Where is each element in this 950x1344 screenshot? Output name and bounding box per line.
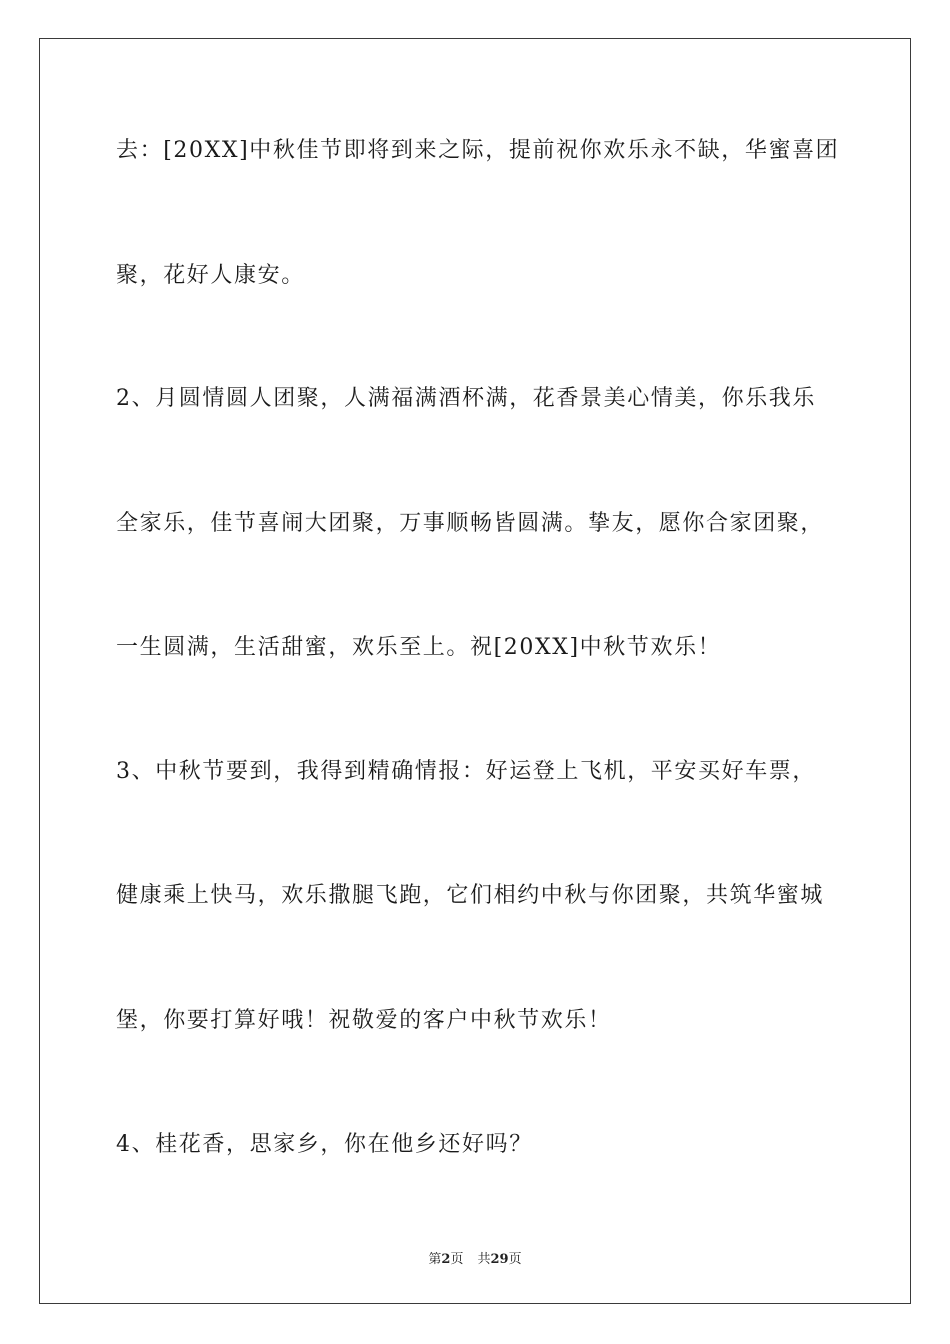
page-prefix: 第	[428, 1252, 442, 1267]
text-line-9: 4、桂花香，思家乡，你在他乡还好吗？	[116, 1132, 533, 1157]
page-number: 2	[441, 1252, 451, 1267]
page-footer	[0, 1248, 950, 1267]
total-suffix: 页	[508, 1252, 522, 1267]
text-line-8: 堡，你要打算好哦！祝敬爱的客户中秋节欢乐！	[116, 1008, 612, 1033]
text-line-4: 全家乐，佳节喜闹大团聚，万事顺畅皆圆满。挚友，愿你合家团聚，	[116, 511, 825, 536]
total-prefix: 共	[477, 1252, 491, 1267]
text-line-5: 一生圆满，生活甜蜜，欢乐至上。祝[20XX]中秋节欢乐！	[116, 635, 722, 660]
page-border	[39, 38, 911, 1304]
text-line-6: 3、中秋节要到，我得到精确情报：好运登上飞机，平安买好车票，	[116, 759, 816, 784]
total-pages: 29	[490, 1252, 509, 1267]
page-suffix: 页	[450, 1252, 464, 1267]
text-line-2: 聚，花好人康安。	[116, 263, 305, 288]
text-line-3: 2、月圆情圆人团聚，人满福满酒杯满，花香景美心情美，你乐我乐	[116, 386, 816, 411]
text-line-7: 健康乘上快马，欢乐撒腿飞跑，它们相约中秋与你团聚，共筑华蜜城	[116, 883, 825, 908]
text-line-1: 去：[20XX]中秋佳节即将到来之际，提前祝你欢乐永不缺，华蜜喜团	[116, 138, 840, 163]
